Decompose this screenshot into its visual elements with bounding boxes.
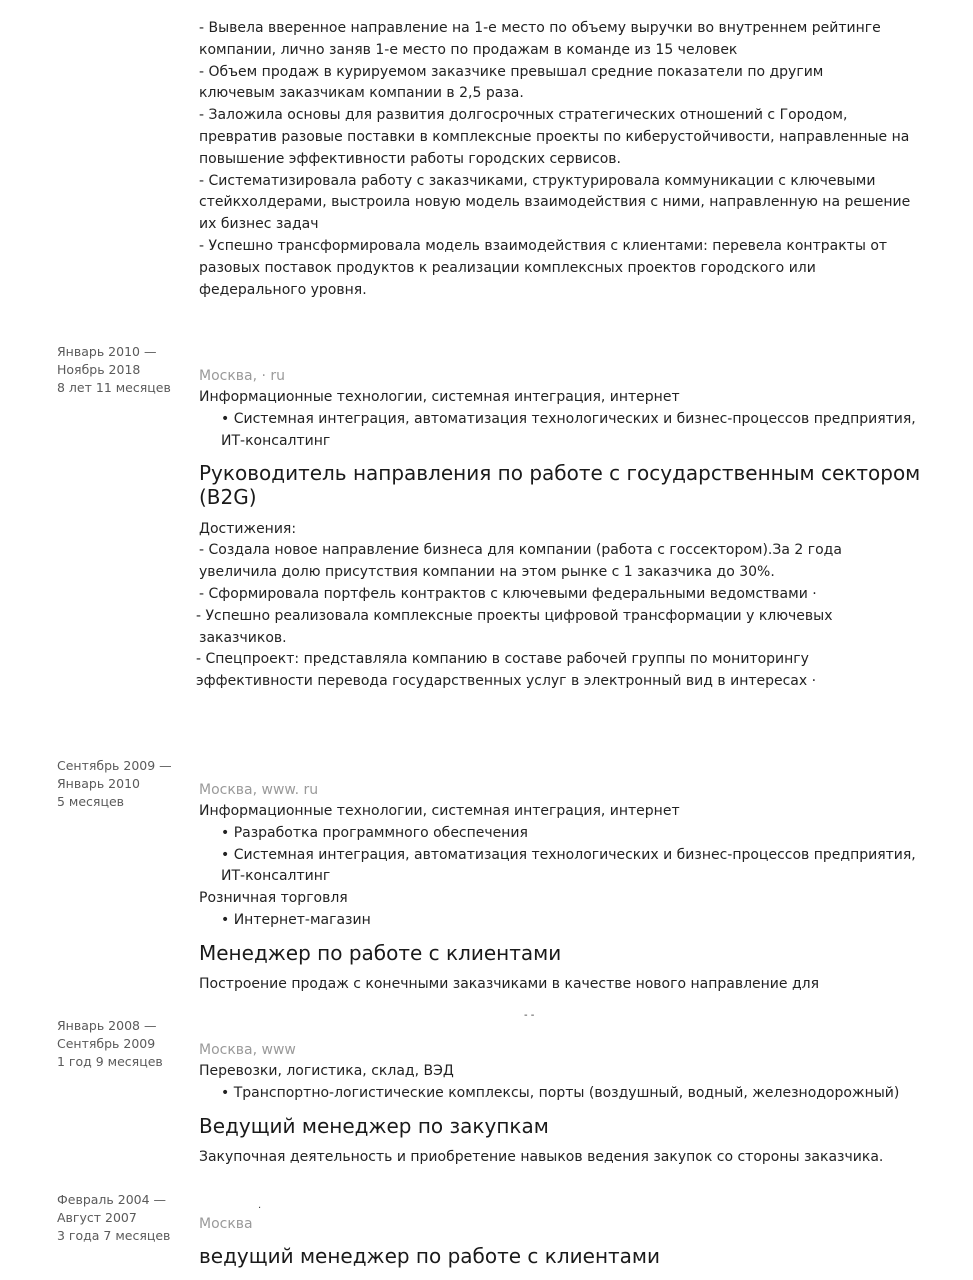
- achievements-title: Достижения:: [199, 521, 297, 538]
- job-dates: [57, 1017, 192, 1071]
- achievement-line: увеличила долю присутствия компании на этом рынке с 1 заказчика до 30%.: [199, 564, 775, 581]
- position-line: Ведущий менеджер по закупкам: [199, 1113, 549, 1138]
- job-entry: [199, 779, 929, 996]
- spec-line: • Интернет-магазин: [221, 911, 371, 928]
- date-start: Январь 2010 —: [57, 344, 157, 359]
- job-entry: [199, 1039, 929, 1168]
- date-end: Август 2007: [57, 1210, 137, 1225]
- job-position-title: [199, 1114, 929, 1138]
- industry-specialization: [199, 823, 929, 888]
- achievement-line: разовых поставок продуктов к реализации комплексных проектов городского или: [199, 259, 816, 276]
- spec-line: ИТ-консалтинг: [221, 868, 331, 885]
- date-duration: 3 года 7 месяцев: [57, 1228, 171, 1243]
- job-location: Москва, www. ru: [199, 782, 319, 798]
- achievement-line: - Сформировала портфель контрактов с ключевыми федеральными ведомствами ·: [199, 585, 817, 602]
- date-duration: 1 год 9 месяцев: [57, 1054, 163, 1069]
- job-position-title: [199, 461, 929, 509]
- achievement-line: - Успешно реализовала комплексные проекты цифровой трансформации у ключевых: [196, 607, 833, 624]
- industry-name: Информационные технологии, системная интеграция, интернет: [199, 389, 680, 405]
- spec-line: • Системная интеграция, автоматизация технологических и бизнес-процессов предприятия,: [221, 846, 916, 863]
- achievement-line: заказчиков.: [199, 629, 287, 646]
- date-duration: 8 лет 11 месяцев: [57, 380, 171, 395]
- date-end: Ноябрь 2018: [57, 362, 141, 377]
- achievement-line: стейкхолдерами, выстроила новую модель взаимодействия с ними, направленную на решение: [199, 194, 911, 211]
- job-location: Москва: [199, 1216, 253, 1232]
- job-dates: [57, 757, 192, 811]
- achievement-line: - Вывела вверенное направление на 1-е место по объему выручки во внутреннем рейтинге: [199, 20, 881, 36]
- position-line: ведущий менеджер по работе с клиентами: [199, 1244, 661, 1268]
- job-position-title: [199, 1244, 929, 1268]
- achievement-line: федерального уровня.: [199, 281, 367, 298]
- job-location: Москва, www: [199, 1042, 296, 1058]
- job-dates: [57, 343, 192, 397]
- date-end: Январь 2010: [57, 776, 140, 791]
- achievement-line: ключевым заказчикам компании в 2,5 раза.: [199, 85, 524, 102]
- achievement-line: повышение эффективности работы городских сервисов.: [199, 150, 621, 167]
- scan-artifact: - -: [524, 1010, 535, 1021]
- achievement-line: эффективности перевода государственных услуг в электронный вид в интересах ·: [196, 673, 817, 690]
- position-line: (B2G): [199, 485, 257, 510]
- spec-line: • Транспортно-логистические комплексы, порты (воздушный, водный, железнодорожный): [221, 1084, 900, 1101]
- position-line: Менеджер по работе с клиентами: [199, 940, 562, 965]
- spec-line: ИТ-консалтинг: [221, 432, 331, 449]
- job-description: Закупочная деятельность и приобретение навыков ведения закупок со стороны заказчика.: [199, 1148, 884, 1165]
- top-achievements: [199, 18, 929, 301]
- scan-artifact: ·: [258, 1203, 262, 1214]
- industry-specialization: [199, 910, 929, 932]
- job-dates: [57, 1191, 192, 1245]
- achievement-line: превратив разовые поставки в комплексные проекты по киберустойчивости, направленные на: [199, 128, 910, 145]
- date-start: Январь 2008 —: [57, 1018, 157, 1033]
- industry-specialization: [199, 409, 929, 453]
- date-start: Сентябрь 2009 —: [57, 758, 172, 773]
- job-entry: [196, 365, 929, 693]
- date-duration: 5 месяцев: [57, 794, 125, 809]
- industry-name: Розничная торговля: [199, 890, 348, 907]
- industry-name: Перевозки, логистика, склад, ВЭД: [199, 1063, 454, 1079]
- position-line: Руководитель направления по работе с государственным сектором: [199, 461, 921, 486]
- industry-specialization: [199, 1083, 929, 1105]
- achievement-line: - Спецпроект: представляла компанию в составе рабочей группы по мониторингу: [196, 651, 809, 668]
- date-end: Сентябрь 2009: [57, 1036, 156, 1051]
- job-position-title: [199, 941, 929, 965]
- job-entry: [199, 1213, 929, 1268]
- achievement-line: - Систематизировала работу с заказчиками, структурировала коммуникации с ключевыми: [199, 172, 876, 189]
- achievement-line: их бизнес задач: [199, 216, 319, 233]
- spec-line: • Системная интеграция, автоматизация технологических и бизнес-процессов предприятия,: [221, 410, 916, 427]
- date-start: Февраль 2004 —: [57, 1192, 167, 1207]
- industry-name: Информационные технологии, системная интеграция, интернет: [199, 803, 680, 819]
- job-description: Построение продаж с конечными заказчиками в качестве нового направление для: [199, 975, 820, 992]
- spec-line: • Разработка программного обеспечения: [221, 824, 528, 841]
- job-location: Москва, · ru: [199, 368, 286, 384]
- achievement-line: - Заложила основы для развития долгосрочных стратегических отношений с Городом,: [199, 107, 848, 124]
- achievement-line: - Создала новое направление бизнеса для компании (работа с госсектором).За 2 года: [199, 542, 842, 559]
- achievement-line: компании, лично заняв 1-е место по продажам в команде из 15 человек: [199, 41, 738, 58]
- achievement-line: - Успешно трансформировала модель взаимодействия с клиентами: перевела контракты от: [199, 237, 888, 254]
- achievement-line: - Объем продаж в курируемом заказчике превышал средние показатели по другим: [199, 63, 824, 80]
